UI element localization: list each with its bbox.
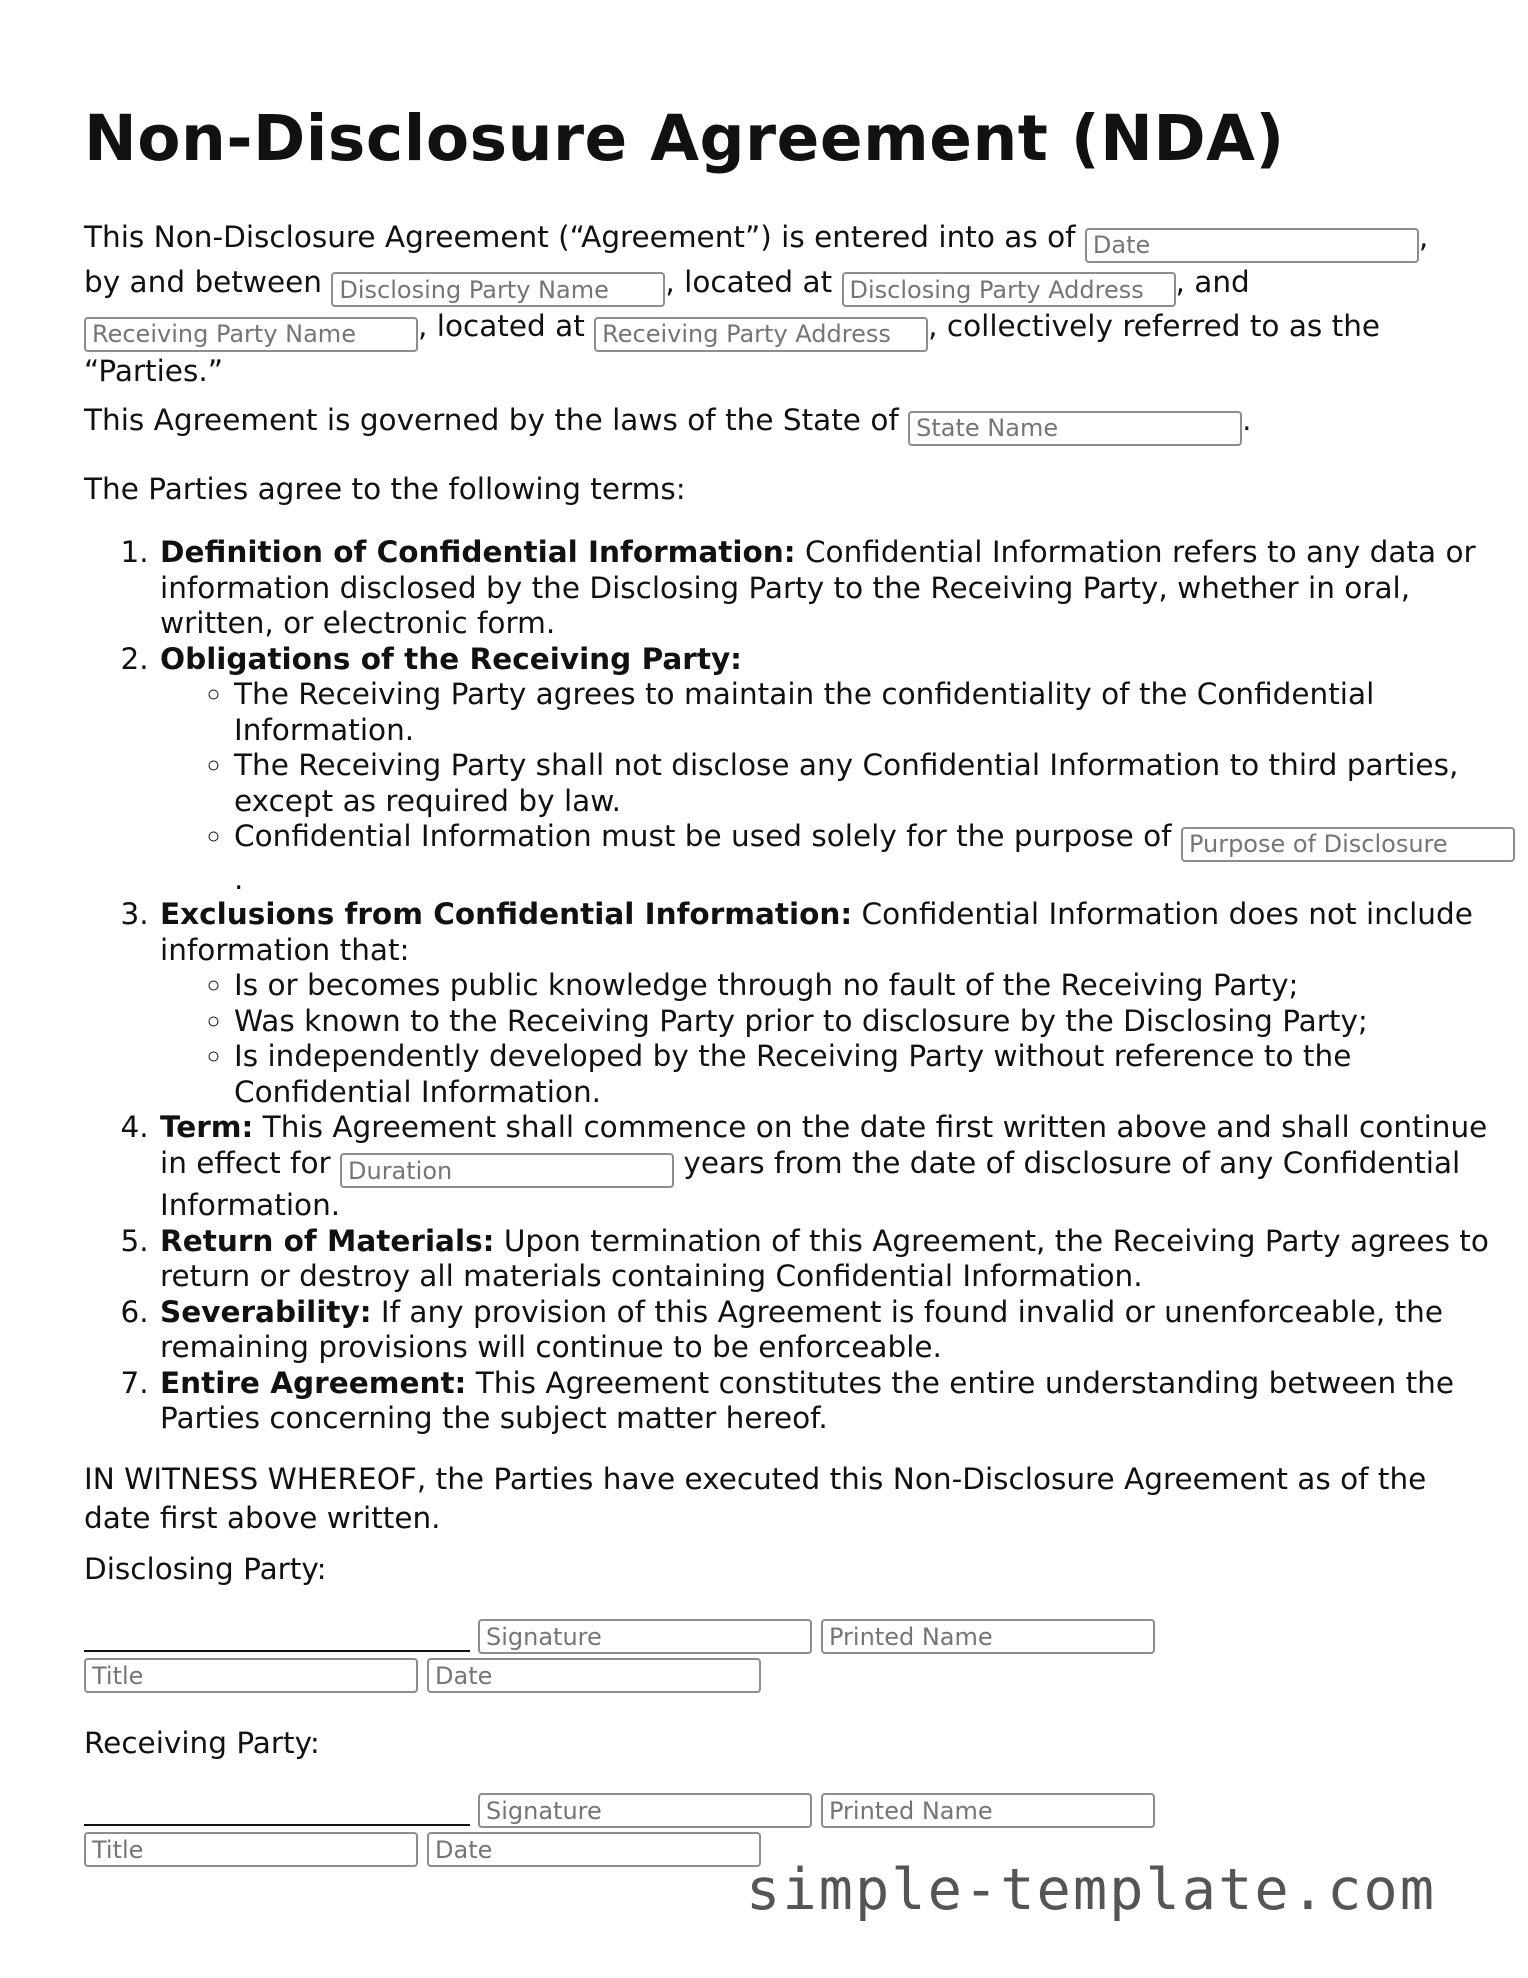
- term-body: Confidential Information refers to any data or information disclosed by the Disclosing Party to the Receiving Party, whether in oral, written, or electronic form.: [160, 535, 1476, 640]
- receiving-signature-field[interactable]: [478, 1793, 812, 1828]
- term-body: This Agreement shall commence on the date first written above and shall continue in effect for: [160, 1110, 1488, 1180]
- sub-item: ◦ The Receiving Party agrees to maintain the confidentiality of the Confidential Information.: [234, 677, 1518, 748]
- intro-paragraph: [84, 218, 1444, 391]
- receiving-party-label: Receiving Party:: [84, 1726, 320, 1760]
- sub-item: ◦ The Receiving Party shall not disclose any Confidential Information to third parties, except as required by law.: [234, 748, 1518, 819]
- term-body: Confidential Information does not include information that:: [160, 897, 1473, 967]
- term-heading: Exclusions from Confidential Information:: [160, 897, 853, 931]
- terms-intro: The Parties agree to the following terms:: [84, 472, 686, 506]
- term-item: [158, 1366, 1518, 1437]
- receiving-printed-name-field[interactable]: [821, 1793, 1155, 1828]
- page-title: Non-Disclosure Agreement (NDA): [84, 102, 1285, 175]
- intro-text: , collectively referred to as the “Parties.”: [84, 309, 1381, 388]
- disclosing-party-label: Disclosing Party:: [84, 1552, 327, 1586]
- intro-text: by and between: [84, 264, 332, 299]
- governing-text: This Agreement is governed by the laws of the State of: [84, 403, 909, 437]
- sub-list: [160, 677, 1518, 897]
- receiving-party-address-field[interactable]: [594, 317, 928, 352]
- term-body: This Agreement constitutes the entire understanding between the Parties concerning the subject matter hereof.: [160, 1365, 1455, 1435]
- term-item: [158, 1295, 1518, 1366]
- watermark: simple-template.com: [746, 1857, 1437, 1923]
- sub-item: ◦ Is or becomes public knowledge through no fault of the Receiving Party;: [234, 968, 1518, 1004]
- disclosing-date-field[interactable]: [427, 1658, 761, 1693]
- term-body: If any provision of this Agreement is found invalid or unenforceable, the remaining provisions will continue to be enforceable.: [160, 1294, 1443, 1364]
- disclosing-signature-field[interactable]: [478, 1619, 812, 1654]
- term-item: [158, 1110, 1518, 1224]
- receiving-signature-line: [84, 1824, 470, 1826]
- term-item: [158, 1224, 1518, 1295]
- terms-list: [84, 535, 1518, 1437]
- term-heading: Entire Agreement:: [160, 1365, 467, 1400]
- sub-item: [234, 819, 1518, 897]
- purpose-field[interactable]: [1181, 827, 1515, 862]
- intro-text: ,: [1418, 220, 1429, 254]
- intro-text: This Non-Disclosure Agreement (“Agreement”) is entered into as of: [84, 220, 1085, 254]
- disclosing-party-address-field[interactable]: [842, 272, 1176, 307]
- agreement-date-field[interactable]: [1085, 228, 1419, 263]
- term-body: Upon termination of this Agreement, the Receiving Party agrees to return or destroy all materials containing Confidential Information.: [160, 1223, 1489, 1293]
- receiving-date-field[interactable]: [427, 1832, 761, 1867]
- term-heading: Return of Materials:: [160, 1223, 495, 1258]
- witness-paragraph: IN WITNESS WHEREOF, the Parties have executed this Non-Disclosure Agreement as of the date first above written.: [84, 1462, 1427, 1535]
- term-heading: Severability:: [160, 1294, 372, 1329]
- disclosing-signature-line: [84, 1650, 470, 1652]
- term-heading: Term:: [160, 1110, 254, 1144]
- receiving-party-name-field[interactable]: [84, 317, 418, 352]
- term-item: [158, 642, 1518, 898]
- duration-field[interactable]: [340, 1153, 674, 1188]
- governing-law-paragraph: [84, 401, 1252, 446]
- sub-item: ◦ Is independently developed by the Receiving Party without reference to the Confidential Information.: [234, 1039, 1518, 1110]
- disclosing-party-name-field[interactable]: [331, 272, 665, 307]
- sub-item-text: Confidential Information must be used solely for the purpose of: [234, 819, 1181, 853]
- receiving-title-field[interactable]: [84, 1832, 418, 1867]
- governing-text: .: [1242, 403, 1252, 437]
- term-heading: Definition of Confidential Information:: [160, 535, 796, 569]
- intro-text: , located at: [418, 309, 595, 343]
- term-body: years from the date of disclosure of any Confidential Information.: [160, 1145, 1461, 1222]
- intro-text: , located at: [665, 264, 842, 299]
- disclosing-title-field[interactable]: [84, 1658, 418, 1693]
- sub-item-text: .: [234, 861, 244, 896]
- term-item: [158, 897, 1518, 1110]
- intro-text: , and: [1175, 264, 1250, 299]
- disclosing-printed-name-field[interactable]: [821, 1619, 1155, 1654]
- sub-item: ◦ Was known to the Receiving Party prior to disclosure by the Disclosing Party;: [234, 1004, 1518, 1040]
- state-name-field[interactable]: [908, 411, 1242, 446]
- term-heading: Obligations of the Receiving Party:: [160, 641, 742, 676]
- sub-list: [160, 968, 1518, 1110]
- term-item: [158, 535, 1518, 642]
